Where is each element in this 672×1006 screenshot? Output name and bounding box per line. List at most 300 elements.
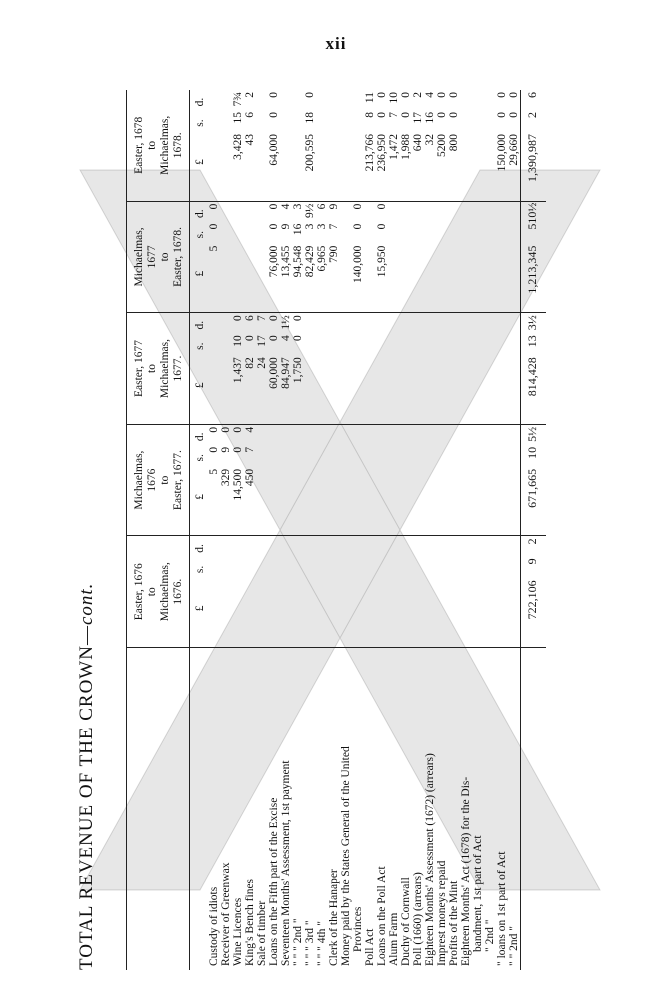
row-label: Loans on the Fifth part of the Excise bbox=[268, 797, 280, 966]
amount-cell-5 bbox=[484, 90, 496, 201]
amount-pence: 0 bbox=[232, 315, 244, 321]
amount-pounds: 76,000 bbox=[268, 245, 280, 278]
amount-cell-2 bbox=[364, 424, 376, 536]
unit-pounds: £ bbox=[194, 493, 206, 500]
amount-cell-1 bbox=[484, 536, 496, 648]
table-row bbox=[256, 90, 268, 970]
amount-pounds: 5200 bbox=[436, 134, 448, 157]
amount-pounds: 722,106 bbox=[525, 580, 539, 620]
amount-cell-4 bbox=[460, 201, 472, 313]
row-label: Duchy of Cornwall bbox=[400, 877, 412, 966]
amount-cell-1 bbox=[496, 536, 508, 648]
amount-cell-1 bbox=[220, 536, 232, 648]
amount-shillings: 0 bbox=[376, 112, 388, 118]
amount-cell-5 bbox=[436, 90, 448, 201]
amount-cell-2 bbox=[244, 424, 256, 536]
amount-pence: 4 bbox=[280, 203, 292, 210]
amount-pence: 0 bbox=[304, 92, 316, 98]
amount-shillings: 0 bbox=[496, 112, 508, 118]
amount-shillings: 0 bbox=[208, 446, 220, 453]
totals-row bbox=[521, 90, 547, 970]
amount-shillings: 0 bbox=[292, 335, 304, 341]
amount-cell-2 bbox=[220, 424, 232, 536]
amount-cell-4 bbox=[304, 201, 316, 313]
amount-cell-4 bbox=[292, 201, 304, 313]
amount-cell-5 bbox=[352, 90, 364, 201]
amount-cell-2 bbox=[292, 424, 304, 536]
row-label: Sale of timber bbox=[256, 900, 268, 966]
amount-pence: 3 bbox=[292, 203, 304, 210]
amount-cell-2 bbox=[496, 424, 508, 536]
amount-pence: 0 bbox=[352, 203, 364, 210]
amount-cell-2 bbox=[316, 424, 328, 536]
amount-cell-5 bbox=[496, 90, 508, 201]
row-label-cell bbox=[460, 648, 472, 971]
row-label-cell bbox=[340, 648, 352, 971]
amount-cell-3 bbox=[244, 313, 256, 425]
row-label-cell bbox=[232, 648, 244, 971]
amount-cell-2 bbox=[304, 424, 316, 536]
amount-pounds: 1,390,987 bbox=[525, 134, 539, 182]
row-label-cell bbox=[424, 648, 436, 971]
amount-shillings: 6 bbox=[244, 112, 256, 118]
table-row bbox=[352, 90, 364, 970]
amount-cell-1 bbox=[232, 536, 244, 648]
amount-cell-2 bbox=[436, 424, 448, 536]
row-label-cell bbox=[448, 648, 460, 971]
amount-pounds: 13,455 bbox=[280, 245, 292, 278]
amount-pence: 2 bbox=[244, 92, 256, 98]
amount-shillings: 0 bbox=[244, 335, 256, 341]
amount-cell-2 bbox=[256, 424, 268, 536]
amount-cell-4 bbox=[328, 201, 340, 313]
amount-cell-3 bbox=[268, 313, 280, 425]
revenue-table bbox=[127, 90, 546, 970]
amount-cell-2 bbox=[232, 424, 244, 536]
amount-cell-5 bbox=[328, 90, 340, 201]
amount-cell-2 bbox=[352, 424, 364, 536]
amount-pounds: 1,437 bbox=[232, 357, 244, 384]
amount-cell-4 bbox=[244, 201, 256, 313]
amount-shillings: 0 bbox=[208, 223, 220, 230]
amount-shillings: 10 bbox=[525, 446, 539, 459]
amount-pounds: 1,472 bbox=[388, 134, 400, 160]
row-label-cell bbox=[484, 648, 496, 971]
amount-pounds: 140,000 bbox=[352, 245, 364, 283]
row-label-cell bbox=[496, 648, 508, 971]
amount-cell-4 bbox=[232, 201, 244, 313]
amount-cell-5 bbox=[460, 90, 472, 201]
amount-pounds: 800 bbox=[448, 134, 460, 152]
amount-pence: 11 bbox=[364, 92, 376, 104]
table-row bbox=[304, 90, 316, 970]
row-label: Clerk of the Hanaper bbox=[328, 869, 340, 966]
row-label-cell bbox=[364, 648, 376, 971]
table-row bbox=[268, 90, 280, 970]
table-row bbox=[388, 90, 400, 970]
amount-cell-4 bbox=[436, 201, 448, 313]
amount-cell-3 bbox=[352, 313, 364, 425]
amount-cell-1 bbox=[400, 536, 412, 648]
amount-cell-1 bbox=[412, 536, 424, 648]
amount-shillings: 0 bbox=[448, 112, 460, 118]
row-label-cell bbox=[280, 648, 292, 971]
amount-cell-4 bbox=[484, 201, 496, 313]
table-row bbox=[496, 90, 508, 970]
amount-pence: 0 bbox=[232, 426, 244, 433]
amount-shillings: 10 bbox=[232, 335, 244, 347]
row-label: " " " 4th " bbox=[316, 921, 328, 966]
amount-cell-4 bbox=[388, 201, 400, 313]
page-number: xii bbox=[325, 34, 347, 53]
amount-pence: 5½ bbox=[525, 426, 539, 442]
amount-pounds: 814,428 bbox=[525, 357, 539, 397]
total-cell-5 bbox=[521, 90, 547, 201]
amount-pence: 10½ bbox=[525, 202, 539, 224]
amount-cell-1 bbox=[508, 536, 521, 648]
amount-pounds: 15,950 bbox=[376, 245, 388, 278]
amount-cell-4 bbox=[268, 201, 280, 313]
amount-cell-5 bbox=[244, 90, 256, 201]
row-label: Wine Licences bbox=[232, 897, 244, 966]
amount-cell-3 bbox=[472, 313, 484, 425]
table-row bbox=[292, 90, 304, 970]
amount-cell-1 bbox=[376, 536, 388, 648]
amount-cell-3 bbox=[412, 313, 424, 425]
amount-shillings: 17 bbox=[412, 112, 424, 124]
amount-cell-1 bbox=[328, 536, 340, 648]
row-label: Eighteen Months' Act (1678) for the Dis- bbox=[460, 776, 472, 966]
units-cell-4 bbox=[190, 201, 209, 313]
amount-pence: 1½ bbox=[280, 315, 292, 330]
row-label: Receiver of Greenwax bbox=[220, 862, 232, 966]
amount-cell-3 bbox=[232, 313, 244, 425]
amount-cell-3 bbox=[364, 313, 376, 425]
total-cell-1 bbox=[521, 536, 547, 648]
row-label: " 2nd " bbox=[484, 919, 496, 952]
amount-cell-4 bbox=[508, 201, 521, 313]
amount-cell-3 bbox=[340, 313, 352, 425]
row-label: " " " 3rd " bbox=[304, 920, 316, 966]
row-label-cell bbox=[292, 648, 304, 971]
unit-shillings: s. bbox=[194, 230, 206, 239]
units-row-label bbox=[190, 648, 209, 971]
row-label-cell bbox=[376, 648, 388, 971]
amount-pounds: 82 bbox=[244, 357, 256, 369]
row-label: " " " 2nd " bbox=[292, 918, 304, 966]
unit-pounds: £ bbox=[194, 159, 206, 165]
units-row bbox=[190, 90, 209, 970]
amount-cell-2 bbox=[448, 424, 460, 536]
amount-pence: 6 bbox=[525, 92, 539, 98]
amount-cell-1 bbox=[436, 536, 448, 648]
row-label-cell bbox=[316, 648, 328, 971]
unit-pounds: £ bbox=[194, 605, 206, 612]
amount-cell-4 bbox=[364, 201, 376, 313]
row-label-cell bbox=[208, 648, 220, 971]
amount-pence: 6 bbox=[244, 315, 256, 321]
amount-cell-5 bbox=[304, 90, 316, 201]
amount-cell-3 bbox=[256, 313, 268, 425]
table-row bbox=[508, 90, 521, 970]
amount-cell-4 bbox=[496, 201, 508, 313]
amount-cell-1 bbox=[268, 536, 280, 648]
unit-shillings: s. bbox=[194, 342, 206, 350]
amount-pounds: 6,965 bbox=[316, 245, 328, 272]
amount-cell-3 bbox=[508, 313, 521, 425]
amount-cell-3 bbox=[436, 313, 448, 425]
row-label: Alum Farm bbox=[388, 912, 400, 966]
row-label: Custody of idiots bbox=[208, 886, 220, 966]
amount-pence: 0 bbox=[376, 203, 388, 210]
amount-shillings: 0 bbox=[436, 112, 448, 118]
amount-shillings: 9 bbox=[220, 446, 232, 453]
row-label-cell bbox=[352, 648, 364, 971]
amount-cell-3 bbox=[220, 313, 232, 425]
amount-cell-5 bbox=[280, 90, 292, 201]
amount-pounds: 60,000 bbox=[268, 357, 280, 389]
amount-cell-4 bbox=[280, 201, 292, 313]
row-label: bandment, 1st part of Act bbox=[472, 835, 484, 952]
amount-shillings: 0 bbox=[268, 112, 280, 118]
row-label: Poll (1660) (arrears) bbox=[412, 872, 424, 966]
row-label-cell bbox=[412, 648, 424, 971]
row-label: King's Bench fines bbox=[244, 878, 256, 966]
table-row bbox=[484, 90, 496, 970]
amount-shillings: 15 bbox=[232, 112, 244, 124]
amount-cell-3 bbox=[328, 313, 340, 425]
amount-shillings: 17 bbox=[256, 335, 268, 347]
amount-pence: 0 bbox=[268, 92, 280, 98]
amount-cell-1 bbox=[364, 536, 376, 648]
row-label-cell bbox=[304, 648, 316, 971]
row-label-cell bbox=[244, 648, 256, 971]
amount-cell-5 bbox=[424, 90, 436, 201]
amount-cell-4 bbox=[316, 201, 328, 313]
amount-pence: 0 bbox=[208, 426, 220, 433]
row-label: Poll Act bbox=[364, 928, 376, 966]
totals-label-cell bbox=[521, 648, 547, 971]
row-label-cell bbox=[256, 648, 268, 971]
row-label-cell bbox=[436, 648, 448, 971]
amount-pounds: 329 bbox=[220, 468, 232, 487]
amount-pence: 0 bbox=[496, 92, 508, 98]
amount-shillings: 7 bbox=[388, 112, 400, 118]
row-label: Money paid by the States General of the United bbox=[340, 746, 352, 966]
amount-pounds: 43 bbox=[244, 134, 256, 146]
table-row bbox=[220, 90, 232, 970]
amount-pounds: 150,000 bbox=[496, 134, 508, 172]
row-label-cell bbox=[400, 648, 412, 971]
amount-pence: 0 bbox=[292, 315, 304, 321]
amount-pence: 0 bbox=[376, 92, 388, 98]
amount-cell-2 bbox=[508, 424, 521, 536]
amount-shillings: 3 bbox=[304, 223, 316, 230]
row-label: Loans on the Poll Act bbox=[376, 866, 388, 966]
amount-cell-1 bbox=[340, 536, 352, 648]
amount-pence: 0 bbox=[400, 92, 412, 98]
unit-shillings: s. bbox=[194, 454, 206, 462]
amount-cell-5 bbox=[232, 90, 244, 201]
amount-pounds: 94,548 bbox=[292, 245, 304, 278]
amount-cell-1 bbox=[352, 536, 364, 648]
amount-pence: 0 bbox=[220, 426, 232, 433]
amount-shillings: 0 bbox=[508, 112, 520, 118]
amount-pounds: 84,947 bbox=[280, 357, 292, 389]
amount-pence: 4 bbox=[424, 92, 436, 98]
row-label-cell bbox=[388, 648, 400, 971]
amount-cell-1 bbox=[424, 536, 436, 648]
revenue-table-body bbox=[190, 90, 547, 970]
column-header-1: Easter, 1676 to Michaelmas, 1676. bbox=[127, 536, 190, 648]
unit-shillings: s. bbox=[194, 565, 206, 574]
amount-cell-4 bbox=[424, 201, 436, 313]
amount-pounds: 24 bbox=[256, 357, 268, 369]
amount-pounds: 5 bbox=[208, 245, 220, 252]
amount-cell-2 bbox=[484, 424, 496, 536]
amount-pounds: 1,750 bbox=[292, 357, 304, 384]
amount-pounds: 82,429 bbox=[304, 245, 316, 278]
revenue-table-frame bbox=[126, 90, 597, 970]
amount-shillings: 4 bbox=[280, 335, 292, 341]
amount-cell-5 bbox=[364, 90, 376, 201]
row-label: Imprest moneys repaid bbox=[436, 860, 448, 966]
units-cell-3 bbox=[190, 313, 209, 425]
amount-cell-5 bbox=[220, 90, 232, 201]
amount-shillings: 16 bbox=[424, 112, 436, 124]
amount-cell-5 bbox=[388, 90, 400, 201]
row-label: Eighteen Months' Assessment (1672) (arrears) bbox=[424, 753, 436, 966]
amount-pence: 3½ bbox=[525, 315, 539, 331]
unit-pence: d. bbox=[194, 209, 206, 218]
amount-pence: 0 bbox=[208, 203, 220, 210]
amount-cell-3 bbox=[400, 313, 412, 425]
row-label-cell bbox=[508, 648, 521, 971]
table-row bbox=[208, 90, 220, 970]
row-label: Profits of the Mint bbox=[448, 880, 460, 966]
table-row bbox=[400, 90, 412, 970]
amount-cell-3 bbox=[448, 313, 460, 425]
amount-cell-2 bbox=[400, 424, 412, 536]
amount-cell-4 bbox=[220, 201, 232, 313]
amount-cell-1 bbox=[448, 536, 460, 648]
amount-pence: 0 bbox=[268, 203, 280, 210]
row-label-cell bbox=[328, 648, 340, 971]
unit-pence: d. bbox=[194, 544, 206, 553]
amount-cell-2 bbox=[388, 424, 400, 536]
amount-cell-4 bbox=[340, 201, 352, 313]
amount-cell-3 bbox=[424, 313, 436, 425]
total-cell-3 bbox=[521, 313, 547, 425]
amount-cell-4 bbox=[472, 201, 484, 313]
total-cell-4 bbox=[521, 201, 547, 313]
row-label-cell bbox=[268, 648, 280, 971]
amount-pounds: 450 bbox=[244, 468, 256, 487]
amount-cell-1 bbox=[256, 536, 268, 648]
amount-cell-3 bbox=[496, 313, 508, 425]
table-title bbox=[76, 583, 98, 970]
table-row bbox=[472, 90, 484, 970]
total-cell-2 bbox=[521, 424, 547, 536]
amount-shillings: 9 bbox=[280, 223, 292, 230]
table-row bbox=[376, 90, 388, 970]
column-header-3: Easter, 1677 to Michaelmas, 1677. bbox=[127, 313, 190, 425]
table-row bbox=[316, 90, 328, 970]
amount-pounds: 3,428 bbox=[232, 134, 244, 160]
unit-pounds: £ bbox=[194, 382, 206, 389]
amount-pence: 7¾ bbox=[232, 92, 244, 107]
amount-shillings: 0 bbox=[376, 223, 388, 230]
amount-pounds: 14,500 bbox=[232, 468, 244, 501]
description-header bbox=[127, 648, 190, 971]
amount-pounds: 236,950 bbox=[376, 134, 388, 172]
amount-shillings: 0 bbox=[400, 112, 412, 118]
table-row bbox=[460, 90, 472, 970]
amount-cell-3 bbox=[280, 313, 292, 425]
row-label-cell bbox=[472, 648, 484, 971]
amount-shillings: 2 bbox=[525, 112, 539, 118]
amount-pounds: 64,000 bbox=[268, 134, 280, 166]
amount-pence: 0 bbox=[436, 92, 448, 98]
amount-shillings: 0 bbox=[352, 223, 364, 230]
amount-cell-4 bbox=[400, 201, 412, 313]
amount-cell-4 bbox=[376, 201, 388, 313]
amount-pence: 9½ bbox=[304, 203, 316, 218]
amount-cell-2 bbox=[376, 424, 388, 536]
amount-cell-5 bbox=[376, 90, 388, 201]
amount-cell-1 bbox=[244, 536, 256, 648]
row-label-cell bbox=[220, 648, 232, 971]
amount-cell-5 bbox=[472, 90, 484, 201]
unit-pounds: £ bbox=[194, 270, 206, 277]
amount-cell-2 bbox=[424, 424, 436, 536]
row-label: Provinces bbox=[352, 906, 364, 952]
amount-pence: 0 bbox=[448, 92, 460, 98]
amount-cell-5 bbox=[316, 90, 328, 201]
table-title-main: TOTAL REVENUE OF THE CROWN— bbox=[76, 625, 97, 970]
amount-cell-3 bbox=[388, 313, 400, 425]
amount-cell-5 bbox=[208, 90, 220, 201]
amount-shillings: 3 bbox=[316, 223, 328, 230]
column-header-4: Michaelmas, 1677 to Easter, 1678. bbox=[127, 201, 190, 313]
amount-pounds: 29,660 bbox=[508, 134, 520, 166]
amount-cell-5 bbox=[256, 90, 268, 201]
table-row bbox=[364, 90, 376, 970]
amount-cell-1 bbox=[304, 536, 316, 648]
amount-shillings: 18 bbox=[304, 112, 316, 124]
amount-cell-5 bbox=[340, 90, 352, 201]
units-cell-1 bbox=[190, 536, 209, 648]
amount-shillings: 0 bbox=[268, 335, 280, 341]
units-cell-5 bbox=[190, 90, 209, 201]
amount-cell-2 bbox=[340, 424, 352, 536]
amount-cell-1 bbox=[208, 536, 220, 648]
amount-cell-3 bbox=[208, 313, 220, 425]
table-row bbox=[412, 90, 424, 970]
amount-pence: 7 bbox=[256, 315, 268, 321]
amount-shillings: 7 bbox=[244, 446, 256, 453]
table-row bbox=[448, 90, 460, 970]
amount-pence: 2 bbox=[412, 92, 424, 98]
amount-cell-2 bbox=[460, 424, 472, 536]
row-label: " " 2nd " bbox=[508, 926, 520, 966]
table-row bbox=[328, 90, 340, 970]
amount-cell-1 bbox=[292, 536, 304, 648]
amount-shillings: 7 bbox=[328, 223, 340, 230]
amount-pounds: 1,988 bbox=[400, 134, 412, 160]
amount-cell-2 bbox=[208, 424, 220, 536]
amount-cell-5 bbox=[268, 90, 280, 201]
